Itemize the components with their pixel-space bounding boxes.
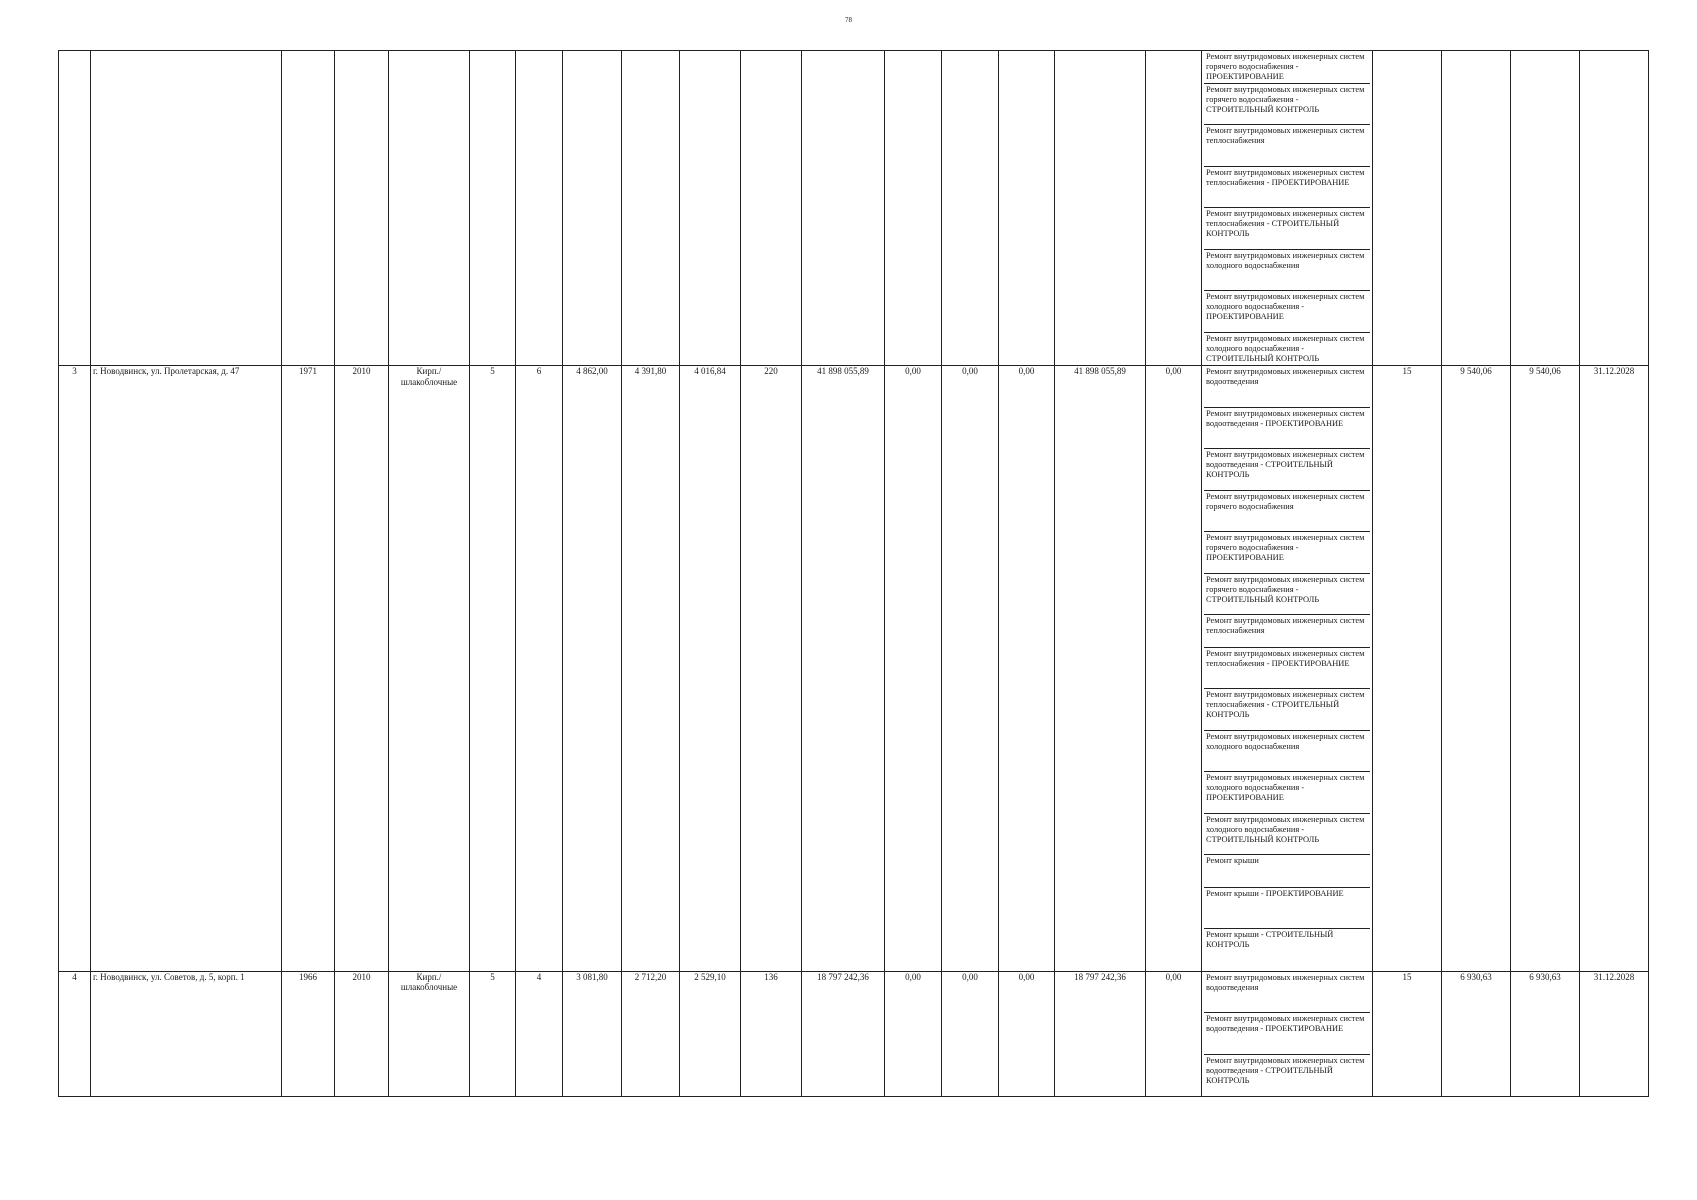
year-built-cell: 1966 bbox=[282, 971, 335, 1097]
work-item: Ремонт внутридомовых инженерных систем водоотведения - ПРОЕКТИРОВАНИЕ bbox=[1204, 408, 1370, 450]
funding-1-cell: 0,00 bbox=[885, 366, 942, 972]
work-item: Ремонт внутридомовых инженерных систем теплоснабжения bbox=[1204, 125, 1370, 167]
funding-1-cell: 0,00 bbox=[885, 971, 942, 1097]
fund-cost-cell: 18 797 242,36 bbox=[1055, 971, 1146, 1097]
residents-cell bbox=[741, 51, 802, 366]
work-item: Ремонт внутридомовых инженерных систем водоотведения - СТРОИТЕЛЬНЫЙ КОНТРОЛЬ bbox=[1204, 449, 1370, 491]
work-item: Ремонт внутридомовых инженерных систем водоотведения bbox=[1204, 972, 1370, 1014]
premises-area-cell bbox=[622, 51, 680, 366]
work-item: Ремонт внутридомовых инженерных систем горячего водоснабжения - СТРОИТЕЛЬНЫЙ КОНТРОЛЬ bbox=[1204, 84, 1370, 126]
work-item: Ремонт крыши bbox=[1204, 855, 1370, 888]
term-cell bbox=[1373, 51, 1442, 366]
capital-repair-table bbox=[58, 50, 1649, 1097]
entrances-cell: 6 bbox=[516, 366, 563, 972]
funding-4-cell bbox=[1146, 51, 1202, 366]
funding-2-cell: 0,00 bbox=[942, 366, 999, 972]
work-item: Ремонт внутридомовых инженерных систем горячего водоснабжения - ПРОЕКТИРОВАНИЕ bbox=[1204, 51, 1370, 84]
deadline-cell: 31.12.2028 bbox=[1580, 971, 1649, 1097]
work-item: Ремонт внутридомовых инженерных систем холодного водоснабжения - ПРОЕКТИРОВАНИЕ bbox=[1204, 772, 1370, 814]
total-cost-cell bbox=[802, 51, 885, 366]
deadline-cell: 31.12.2028 bbox=[1580, 366, 1649, 972]
term-cell: 15 bbox=[1373, 366, 1442, 972]
floors-cell bbox=[470, 51, 516, 366]
entrances-cell bbox=[516, 51, 563, 366]
work-item: Ремонт крыши - ПРОЕКТИРОВАНИЕ bbox=[1204, 888, 1370, 930]
floors-cell: 5 bbox=[470, 366, 516, 972]
total-area-cell bbox=[563, 51, 622, 366]
wall-material-cell: Кирп./ шлакоблочные bbox=[389, 366, 470, 972]
work-types-cell bbox=[1202, 366, 1373, 972]
deadline-cell bbox=[1580, 51, 1649, 366]
table-row bbox=[59, 51, 1649, 366]
total-area-cell: 4 862,00 bbox=[563, 366, 622, 972]
funding-3-cell: 0,00 bbox=[999, 971, 1055, 1097]
residential-area-cell bbox=[680, 51, 741, 366]
entrances-cell: 4 bbox=[516, 971, 563, 1097]
residential-area-cell: 4 016,84 bbox=[680, 366, 741, 972]
work-item: Ремонт внутридомовых инженерных систем водоотведения - СТРОИТЕЛЬНЫЙ КОНТРОЛЬ bbox=[1206, 1055, 1365, 1085]
table-row bbox=[59, 971, 1649, 1097]
page-number: 78 bbox=[845, 16, 852, 24]
work-types-cell bbox=[1202, 971, 1373, 1097]
address-cell: г. Новодвинск, ул. Советов, д. 5, корп. 1 bbox=[91, 971, 282, 1097]
total-cost-cell: 18 797 242,36 bbox=[802, 971, 885, 1097]
wall-material-cell: Кирп./ шлакоблочные bbox=[389, 971, 470, 1097]
premises-area-cell: 2 712,20 bbox=[622, 971, 680, 1097]
residential-area-cell: 2 529,10 bbox=[680, 971, 741, 1097]
funding-3-cell: 0,00 bbox=[999, 366, 1055, 972]
work-item: Ремонт крыши - СТРОИТЕЛЬНЫЙ КОНТРОЛЬ bbox=[1206, 930, 1334, 949]
work-item: Ремонт внутридомовых инженерных систем водоотведения - ПРОЕКТИРОВАНИЕ bbox=[1204, 1013, 1370, 1055]
year-built-cell bbox=[282, 51, 335, 366]
max-cost-cell: 9 540,06 bbox=[1511, 366, 1580, 972]
work-item: Ремонт внутридомовых инженерных систем холодного водоснабжения - СТРОИТЕЛЬНЫЙ КОНТРОЛЬ bbox=[1206, 333, 1365, 363]
funding-2-cell bbox=[942, 51, 999, 366]
year-last-repair-cell bbox=[335, 51, 389, 366]
work-item: Ремонт внутридомовых инженерных систем теплоснабжения - СТРОИТЕЛЬНЫЙ КОНТРОЛЬ bbox=[1204, 689, 1370, 731]
unit-cost-cell bbox=[1442, 51, 1511, 366]
total-cost-cell: 41 898 055,89 bbox=[802, 366, 885, 972]
row-number bbox=[59, 51, 91, 366]
work-item: Ремонт внутридомовых инженерных систем теплоснабжения - СТРОИТЕЛЬНЫЙ КОНТРОЛЬ bbox=[1204, 208, 1370, 250]
fund-cost-cell bbox=[1055, 51, 1146, 366]
residents-cell: 136 bbox=[741, 971, 802, 1097]
floors-cell: 5 bbox=[470, 971, 516, 1097]
fund-cost-cell: 41 898 055,89 bbox=[1055, 366, 1146, 972]
work-item: Ремонт внутридомовых инженерных систем холодного водоснабжения - ПРОЕКТИРОВАНИЕ bbox=[1204, 291, 1370, 333]
work-item: Ремонт внутридомовых инженерных систем горячего водоснабжения bbox=[1204, 491, 1370, 533]
year-last-repair-cell: 2010 bbox=[335, 366, 389, 972]
wall-material-cell bbox=[389, 51, 470, 366]
funding-4-cell: 0,00 bbox=[1146, 971, 1202, 1097]
funding-2-cell: 0,00 bbox=[942, 971, 999, 1097]
address-cell bbox=[91, 51, 282, 366]
work-item: Ремонт внутридомовых инженерных систем теплоснабжения - ПРОЕКТИРОВАНИЕ bbox=[1204, 648, 1370, 690]
work-item: Ремонт внутридомовых инженерных систем холодного водоснабжения bbox=[1204, 731, 1370, 773]
work-item: Ремонт внутридомовых инженерных систем водоотведения bbox=[1204, 366, 1370, 408]
funding-1-cell bbox=[885, 51, 942, 366]
work-item: Ремонт внутридомовых инженерных систем теплоснабжения - ПРОЕКТИРОВАНИЕ bbox=[1204, 167, 1370, 209]
unit-cost-cell: 6 930,63 bbox=[1442, 971, 1511, 1097]
address-cell: г. Новодвинск, ул. Пролетарская, д. 47 bbox=[91, 366, 282, 972]
funding-3-cell bbox=[999, 51, 1055, 366]
work-item: Ремонт внутридомовых инженерных систем горячего водоснабжения - ПРОЕКТИРОВАНИЕ bbox=[1204, 532, 1370, 574]
work-item: Ремонт внутридомовых инженерных систем теплоснабжения bbox=[1204, 615, 1370, 648]
row-number: 3 bbox=[59, 366, 91, 972]
unit-cost-cell: 9 540,06 bbox=[1442, 366, 1511, 972]
work-item: Ремонт внутридомовых инженерных систем холодного водоснабжения - СТРОИТЕЛЬНЫЙ КОНТРОЛЬ bbox=[1204, 814, 1370, 856]
work-types-cell bbox=[1202, 51, 1373, 366]
max-cost-cell bbox=[1511, 51, 1580, 366]
year-built-cell: 1971 bbox=[282, 366, 335, 972]
max-cost-cell: 6 930,63 bbox=[1511, 971, 1580, 1097]
work-item: Ремонт внутридомовых инженерных систем холодного водоснабжения bbox=[1204, 250, 1370, 292]
table-row bbox=[59, 366, 1649, 972]
residents-cell: 220 bbox=[741, 366, 802, 972]
term-cell: 15 bbox=[1373, 971, 1442, 1097]
work-item: Ремонт внутридомовых инженерных систем горячего водоснабжения - СТРОИТЕЛЬНЫЙ КОНТРОЛЬ bbox=[1204, 574, 1370, 616]
funding-4-cell: 0,00 bbox=[1146, 366, 1202, 972]
year-last-repair-cell: 2010 bbox=[335, 971, 389, 1097]
row-number: 4 bbox=[59, 971, 91, 1097]
total-area-cell: 3 081,80 bbox=[563, 971, 622, 1097]
premises-area-cell: 4 391,80 bbox=[622, 366, 680, 972]
